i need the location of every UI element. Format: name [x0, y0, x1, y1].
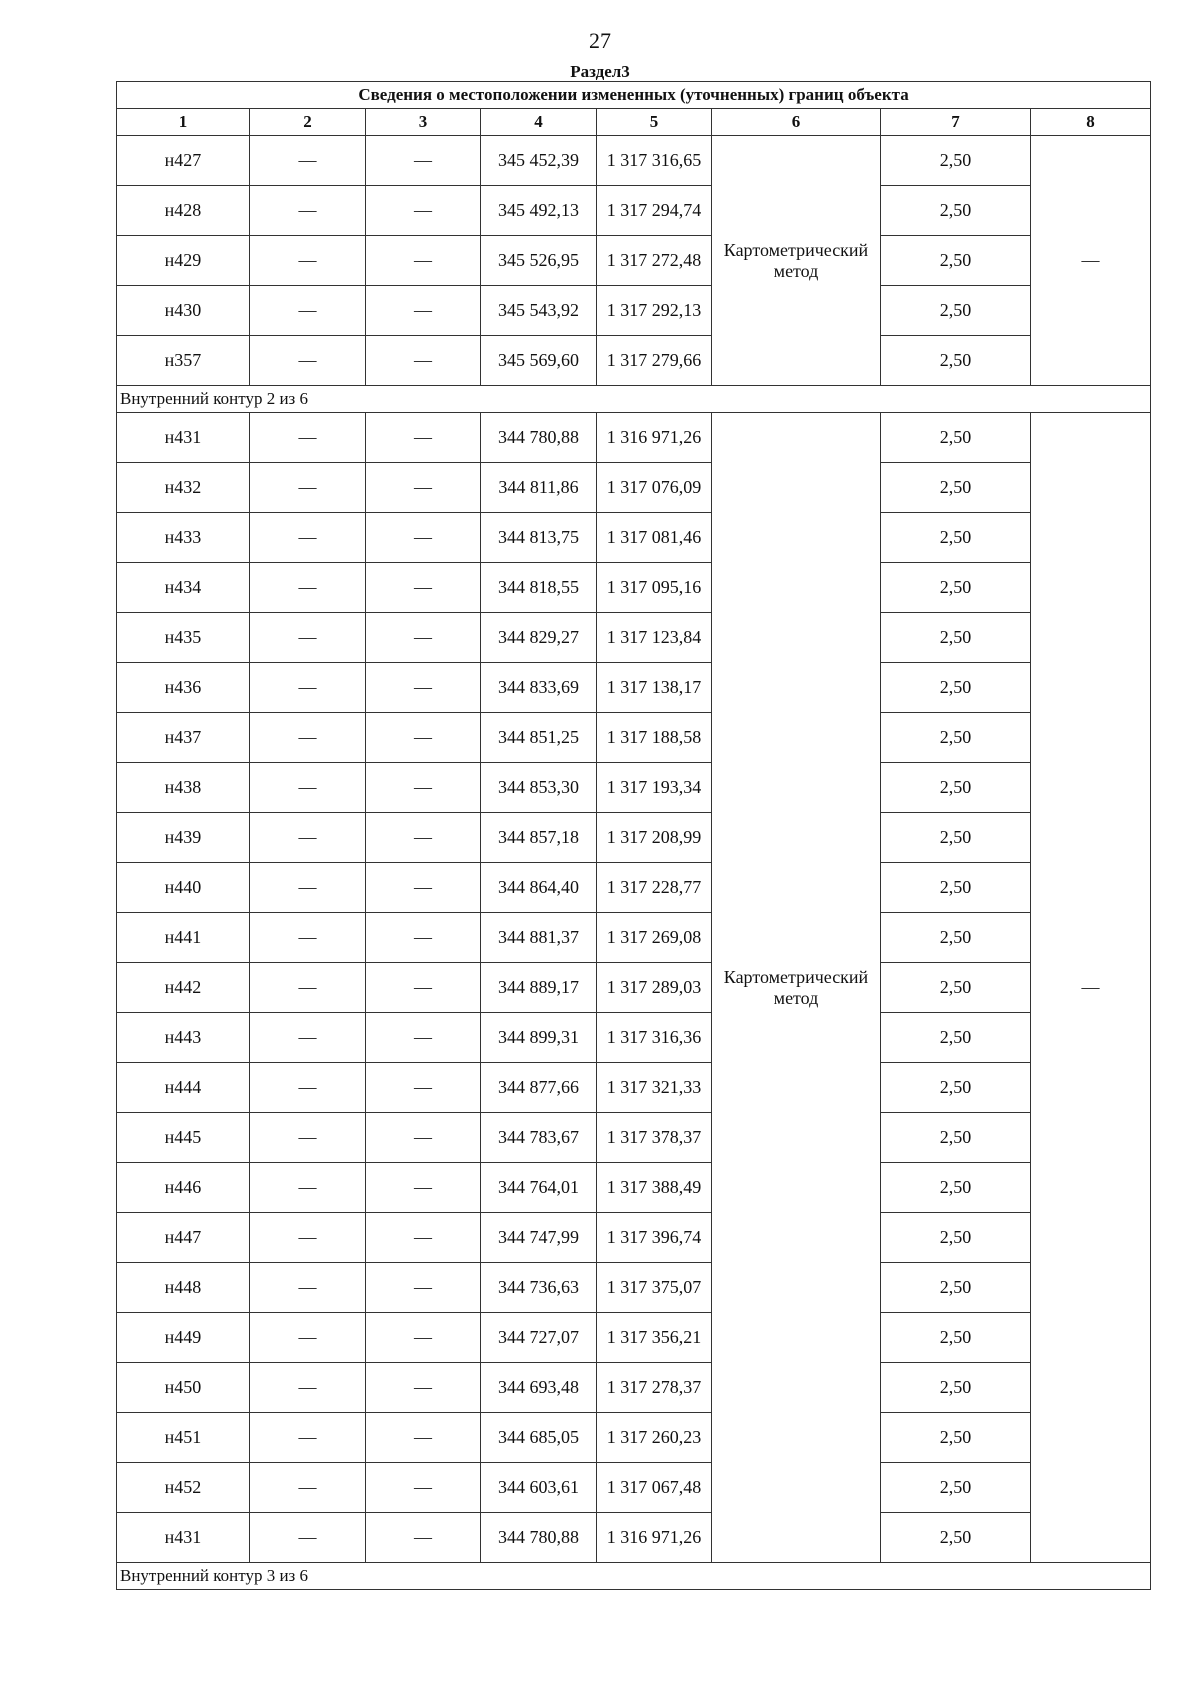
col2-cell: — [250, 136, 366, 186]
point-name-cell: н450 [117, 1363, 250, 1413]
col2-cell: — [250, 1163, 366, 1213]
point-name-cell: н443 [117, 1013, 250, 1063]
col3-cell: — [366, 1363, 481, 1413]
y-coordinate-cell: 1 317 081,46 [597, 513, 712, 563]
x-coordinate-cell: 344 899,31 [481, 1013, 597, 1063]
table-row [117, 413, 1151, 463]
table-row [117, 1113, 1151, 1163]
col3-cell: — [366, 1313, 481, 1363]
col3-cell: — [366, 713, 481, 763]
point-name-cell: н440 [117, 863, 250, 913]
y-coordinate-cell: 1 317 388,49 [597, 1163, 712, 1213]
point-name-cell: н432 [117, 463, 250, 513]
y-coordinate-cell: 1 317 316,36 [597, 1013, 712, 1063]
x-coordinate-cell: 344 881,37 [481, 913, 597, 963]
col3-cell: — [366, 336, 481, 386]
col2-cell: — [250, 1363, 366, 1413]
point-name-cell: н442 [117, 963, 250, 1013]
point-name-cell: н438 [117, 763, 250, 813]
x-coordinate-cell: 344 829,27 [481, 613, 597, 663]
accuracy-cell: 2,50 [881, 513, 1031, 563]
col3-cell: — [366, 763, 481, 813]
col3-cell: — [366, 663, 481, 713]
x-coordinate-cell: 344 851,25 [481, 713, 597, 763]
table-row [117, 513, 1151, 563]
y-coordinate-cell: 1 317 316,65 [597, 136, 712, 186]
col2-cell: — [250, 463, 366, 513]
col2-cell: — [250, 563, 366, 613]
column-number: 7 [881, 109, 1031, 136]
col2-cell: — [250, 286, 366, 336]
x-coordinate-cell: 344 853,30 [481, 763, 597, 813]
x-coordinate-cell: 344 603,61 [481, 1463, 597, 1513]
point-name-cell: н441 [117, 913, 250, 963]
point-name-cell: н447 [117, 1213, 250, 1263]
point-name-cell: н448 [117, 1263, 250, 1313]
col2-cell: — [250, 963, 366, 1013]
col3-cell: — [366, 1263, 481, 1313]
column-number: 1 [117, 109, 250, 136]
y-coordinate-cell: 1 317 375,07 [597, 1263, 712, 1313]
x-coordinate-cell: 344 780,88 [481, 413, 597, 463]
col3-cell: — [366, 863, 481, 913]
col2-cell: — [250, 763, 366, 813]
table-row [117, 1313, 1151, 1363]
contour-3-label: Внутренний контур 3 из 6 [117, 1563, 1151, 1590]
x-coordinate-cell: 345 569,60 [481, 336, 597, 386]
table-row [117, 813, 1151, 863]
accuracy-cell: 2,50 [881, 1163, 1031, 1213]
col2-cell: — [250, 813, 366, 863]
col3-cell: — [366, 1013, 481, 1063]
accuracy-cell: 2,50 [881, 1463, 1031, 1513]
col2-cell: — [250, 1063, 366, 1113]
point-name-cell: н429 [117, 236, 250, 286]
col3-cell: — [366, 913, 481, 963]
point-name-cell: н452 [117, 1463, 250, 1513]
col2-cell: — [250, 713, 366, 763]
y-coordinate-cell: 1 317 356,21 [597, 1313, 712, 1363]
x-coordinate-cell: 344 736,63 [481, 1263, 597, 1313]
x-coordinate-cell: 345 526,95 [481, 236, 597, 286]
table-row [117, 286, 1151, 336]
y-coordinate-cell: 1 317 260,23 [597, 1413, 712, 1463]
x-coordinate-cell: 344 693,48 [481, 1363, 597, 1413]
x-coordinate-cell: 344 813,75 [481, 513, 597, 563]
y-coordinate-cell: 1 316 971,26 [597, 1513, 712, 1563]
column-number: 6 [712, 109, 881, 136]
boundary-coordinates-table [116, 81, 1151, 1590]
y-coordinate-cell: 1 317 272,48 [597, 236, 712, 286]
column-number: 8 [1031, 109, 1151, 136]
accuracy-cell: 2,50 [881, 1513, 1031, 1563]
accuracy-cell: 2,50 [881, 236, 1031, 286]
col2-cell: — [250, 663, 366, 713]
table-row [117, 963, 1151, 1013]
y-coordinate-cell: 1 317 279,66 [597, 336, 712, 386]
point-name-cell: н445 [117, 1113, 250, 1163]
accuracy-cell: 2,50 [881, 963, 1031, 1013]
table-row [117, 463, 1151, 513]
x-coordinate-cell: 345 452,39 [481, 136, 597, 186]
col2-cell: — [250, 913, 366, 963]
col3-cell: — [366, 1413, 481, 1463]
x-coordinate-cell: 344 727,07 [481, 1313, 597, 1363]
x-coordinate-cell: 345 492,13 [481, 186, 597, 236]
table-body [117, 82, 1151, 1590]
accuracy-cell: 2,50 [881, 1263, 1031, 1313]
accuracy-cell: 2,50 [881, 186, 1031, 236]
accuracy-cell: 2,50 [881, 563, 1031, 613]
col2-cell: — [250, 1463, 366, 1513]
col3-cell: — [366, 286, 481, 336]
col3-cell: — [366, 413, 481, 463]
col3-cell: — [366, 1213, 481, 1263]
accuracy-cell: 2,50 [881, 1063, 1031, 1113]
x-coordinate-cell: 344 685,05 [481, 1413, 597, 1463]
col2-cell: — [250, 236, 366, 286]
accuracy-cell: 2,50 [881, 1013, 1031, 1063]
point-name-cell: н451 [117, 1413, 250, 1463]
accuracy-cell: 2,50 [881, 863, 1031, 913]
accuracy-cell: 2,50 [881, 613, 1031, 663]
method-cell: Картометрический метод [712, 413, 881, 1563]
y-coordinate-cell: 1 317 208,99 [597, 813, 712, 863]
col2-cell: — [250, 336, 366, 386]
accuracy-cell: 2,50 [881, 713, 1031, 763]
col2-cell: — [250, 513, 366, 563]
accuracy-cell: 2,50 [881, 286, 1031, 336]
x-coordinate-cell: 344 764,01 [481, 1163, 597, 1213]
col2-cell: — [250, 1313, 366, 1363]
point-name-cell: н449 [117, 1313, 250, 1363]
col2-cell: — [250, 1013, 366, 1063]
column-number: 2 [250, 109, 366, 136]
table-row [117, 613, 1151, 663]
table-row [117, 136, 1151, 186]
table-row [117, 1163, 1151, 1213]
y-coordinate-cell: 1 317 292,13 [597, 286, 712, 336]
col3-cell: — [366, 136, 481, 186]
contour-2-row [117, 386, 1151, 413]
point-name-cell: н435 [117, 613, 250, 663]
table-caption: Сведения о местоположении измененных (уточненных) границ объекта [117, 82, 1151, 109]
accuracy-cell: 2,50 [881, 763, 1031, 813]
col3-cell: — [366, 613, 481, 663]
y-coordinate-cell: 1 317 396,74 [597, 1213, 712, 1263]
col2-cell: — [250, 1413, 366, 1463]
y-coordinate-cell: 1 317 123,84 [597, 613, 712, 663]
section-title: Раздел3 [570, 62, 630, 81]
contour-2-label: Внутренний контур 2 из 6 [117, 386, 1151, 413]
point-name-cell: н437 [117, 713, 250, 763]
table-row [117, 1013, 1151, 1063]
col3-cell: — [366, 236, 481, 286]
x-coordinate-cell: 344 783,67 [481, 1113, 597, 1163]
y-coordinate-cell: 1 317 076,09 [597, 463, 712, 513]
col3-cell: — [366, 463, 481, 513]
table-row [117, 236, 1151, 286]
y-coordinate-cell: 1 317 188,58 [597, 713, 712, 763]
table-row [117, 1513, 1151, 1563]
col2-cell: — [250, 863, 366, 913]
page-number: 27 [589, 28, 611, 53]
y-coordinate-cell: 1 317 278,37 [597, 1363, 712, 1413]
table-row [117, 763, 1151, 813]
x-coordinate-cell: 344 864,40 [481, 863, 597, 913]
accuracy-cell: 2,50 [881, 413, 1031, 463]
column-number: 5 [597, 109, 712, 136]
y-coordinate-cell: 1 317 193,34 [597, 763, 712, 813]
point-name-cell: н428 [117, 186, 250, 236]
x-coordinate-cell: 344 747,99 [481, 1213, 597, 1263]
y-coordinate-cell: 1 316 971,26 [597, 413, 712, 463]
col3-cell: — [366, 1163, 481, 1213]
x-coordinate-cell: 345 543,92 [481, 286, 597, 336]
point-name-cell: н430 [117, 286, 250, 336]
y-coordinate-cell: 1 317 269,08 [597, 913, 712, 963]
table-row [117, 713, 1151, 763]
accuracy-cell: 2,50 [881, 1363, 1031, 1413]
point-name-cell: н433 [117, 513, 250, 563]
y-coordinate-cell: 1 317 228,77 [597, 863, 712, 913]
y-coordinate-cell: 1 317 294,74 [597, 186, 712, 236]
point-name-cell: н357 [117, 336, 250, 386]
x-coordinate-cell: 344 780,88 [481, 1513, 597, 1563]
x-coordinate-cell: 344 877,66 [481, 1063, 597, 1113]
col3-cell: — [366, 1113, 481, 1163]
y-coordinate-cell: 1 317 138,17 [597, 663, 712, 713]
x-coordinate-cell: 344 889,17 [481, 963, 597, 1013]
col3-cell: — [366, 1513, 481, 1563]
table-row [117, 913, 1151, 963]
point-name-cell: н446 [117, 1163, 250, 1213]
col2-cell: — [250, 186, 366, 236]
col3-cell: — [366, 186, 481, 236]
contour-3-row [117, 1563, 1151, 1590]
point-name-cell: н431 [117, 1513, 250, 1563]
x-coordinate-cell: 344 857,18 [481, 813, 597, 863]
table-row [117, 1213, 1151, 1263]
table-row [117, 1413, 1151, 1463]
accuracy-cell: 2,50 [881, 663, 1031, 713]
point-name-cell: н427 [117, 136, 250, 186]
table-row [117, 1363, 1151, 1413]
accuracy-cell: 2,50 [881, 136, 1031, 186]
col2-cell: — [250, 1213, 366, 1263]
col3-cell: — [366, 1463, 481, 1513]
col3-cell: — [366, 513, 481, 563]
x-coordinate-cell: 344 818,55 [481, 563, 597, 613]
accuracy-cell: 2,50 [881, 336, 1031, 386]
method-cell: Картометрический метод [712, 136, 881, 386]
table-caption-row [117, 82, 1151, 109]
col3-cell: — [366, 1063, 481, 1113]
table-row [117, 563, 1151, 613]
col8-cell: — [1031, 413, 1151, 1563]
y-coordinate-cell: 1 317 095,16 [597, 563, 712, 613]
point-name-cell: н439 [117, 813, 250, 863]
x-coordinate-cell: 344 811,86 [481, 463, 597, 513]
column-number: 3 [366, 109, 481, 136]
point-name-cell: н436 [117, 663, 250, 713]
table-row [117, 336, 1151, 386]
y-coordinate-cell: 1 317 067,48 [597, 1463, 712, 1513]
accuracy-cell: 2,50 [881, 1413, 1031, 1463]
accuracy-cell: 2,50 [881, 1113, 1031, 1163]
table-row [117, 863, 1151, 913]
col2-cell: — [250, 413, 366, 463]
column-numbers-row [117, 109, 1151, 136]
table-row [117, 663, 1151, 713]
col2-cell: — [250, 1113, 366, 1163]
col3-cell: — [366, 963, 481, 1013]
accuracy-cell: 2,50 [881, 1313, 1031, 1363]
col3-cell: — [366, 563, 481, 613]
col2-cell: — [250, 1513, 366, 1563]
accuracy-cell: 2,50 [881, 1213, 1031, 1263]
table-row [117, 1263, 1151, 1313]
col3-cell: — [366, 813, 481, 863]
point-name-cell: н444 [117, 1063, 250, 1113]
accuracy-cell: 2,50 [881, 913, 1031, 963]
accuracy-cell: 2,50 [881, 463, 1031, 513]
col2-cell: — [250, 1263, 366, 1313]
y-coordinate-cell: 1 317 321,33 [597, 1063, 712, 1113]
x-coordinate-cell: 344 833,69 [481, 663, 597, 713]
col2-cell: — [250, 613, 366, 663]
column-number: 4 [481, 109, 597, 136]
accuracy-cell: 2,50 [881, 813, 1031, 863]
table-row [117, 186, 1151, 236]
y-coordinate-cell: 1 317 289,03 [597, 963, 712, 1013]
point-name-cell: н431 [117, 413, 250, 463]
col8-cell: — [1031, 136, 1151, 386]
table-row [117, 1063, 1151, 1113]
point-name-cell: н434 [117, 563, 250, 613]
table-row [117, 1463, 1151, 1513]
y-coordinate-cell: 1 317 378,37 [597, 1113, 712, 1163]
